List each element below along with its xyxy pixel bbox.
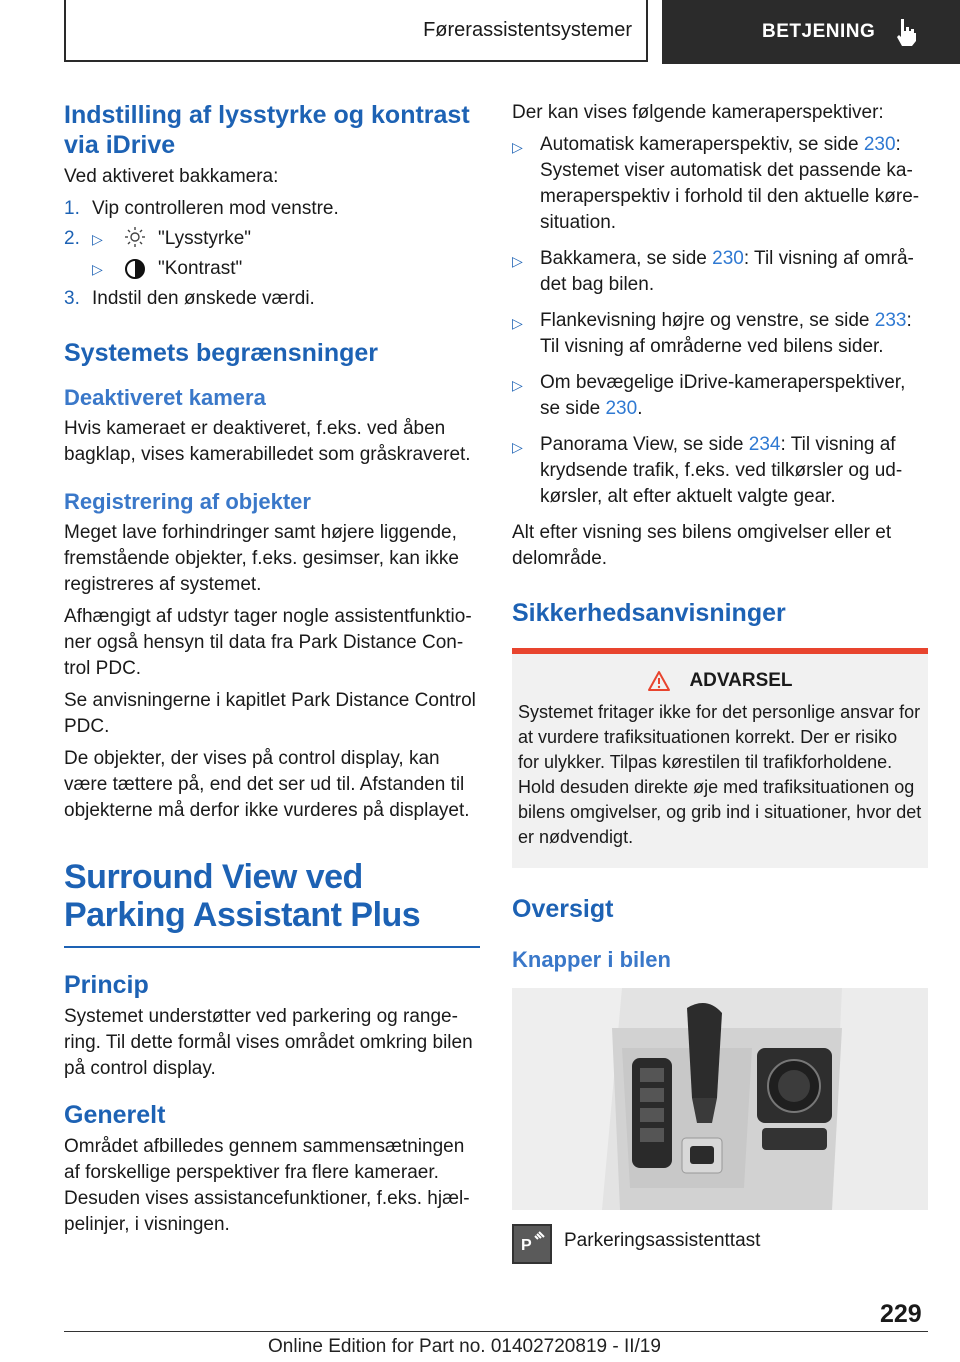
step-2: 2. ▷ "Lysstyrke" xyxy=(64,226,480,252)
after-bullets-text: Alt efter visning ses bilens omgivelser eller et delområde. xyxy=(512,522,892,569)
step-3: 3. Indstil den ønskede værdi. xyxy=(64,288,315,309)
contrast-label: "Kontrast" xyxy=(158,258,243,279)
deactivated-camera-text: Hvis kameraet er deaktiveret, f.eks. ved åben bagklap, vises kamerabilledet som gråskraveret. xyxy=(64,418,471,465)
page-link[interactable]: 230 xyxy=(863,134,896,155)
chapter-title: Surround View ved Parking Assistant Plus xyxy=(64,858,421,934)
triangle-bullet-icon: ▷ xyxy=(512,439,523,455)
footer-rule xyxy=(64,1331,928,1332)
page-link[interactable]: 233 xyxy=(874,310,907,331)
general-title: Generelt xyxy=(64,1101,166,1129)
perspectives-intro: Der kan vises følgende kameraperspektiver: xyxy=(512,102,884,123)
list-item: ▷ Om bevægelige iDrive-kameraperspektiver, se side 230. xyxy=(512,370,928,422)
general-text: Området afbilledes gennem sammensætningen af forskellige perspektiver fra flere kameraer. Desuden vises assistancefunktioner, f.eks. hjælpelinjer, i visningen. xyxy=(64,1136,470,1235)
list-item: ▷ Panorama View, se side 234: Til visning af krydsende trafik, f.eks. ved tilkørsler og udkørsler, alt efter aktuelt valgte gear. xyxy=(512,432,928,510)
list-item: ▷ Flankevisning højre og venstre, se side 233: Til visning af områderne ved bilens sider. xyxy=(512,308,928,360)
triangle-bullet-icon: ▷ xyxy=(92,231,103,247)
center-console-illustration xyxy=(512,988,928,1210)
list-item: ▷ Bakkamera, se side 230: Til visning af området bag bilen. xyxy=(512,246,928,298)
page-link[interactable]: 230 xyxy=(712,248,744,269)
principle-title: Princip xyxy=(64,971,149,999)
buttons-in-car-title: Knapper i bilen xyxy=(512,947,671,972)
limits-title: Systemets begrænsninger xyxy=(64,339,378,367)
chapter-rule xyxy=(64,946,480,948)
hand-pointer-icon xyxy=(893,17,919,47)
contrast-icon xyxy=(124,258,146,280)
svg-text:P: P xyxy=(521,1237,532,1254)
footer-edition: Online Edition for Part no. 01402720819 - II/19 xyxy=(268,1336,661,1357)
step-1: 1. Vip controlleren mod venstre. xyxy=(64,198,339,219)
object-detection-text-4: De objekter, der vises på control display, kan være tættere på, end det ser ud til. Afstanden til objekterne må derfor ikke vurderes på displayet. xyxy=(64,748,470,821)
header-chapter-title: BETJENING xyxy=(762,21,876,42)
step-2-contrast xyxy=(92,256,480,282)
principle-text: Systemet understøtter ved parkering og rangering. Til dette formål vises området omkring bilen på control display. xyxy=(64,1006,473,1079)
object-detection-text-2: Afhængigt af udstyr tager nogle assistentfunktioner også hensyn til data fra Park Distance Control PDC. xyxy=(64,606,472,679)
brightness-label: "Lysstyrke" xyxy=(158,228,252,249)
warning-heading xyxy=(518,670,922,692)
running-header-chapter xyxy=(662,0,960,64)
left-column xyxy=(64,100,480,1244)
page-number: 229 xyxy=(880,1300,922,1328)
object-detection-text-3: Se anvisningerne i kapitlet Park Distance Control PDC. xyxy=(64,690,476,737)
warning-text: Systemet fritager ikke for det personlige ansvar for at vurdere trafiksituationen korrekt. Der er risiko for ulykker. Tilpas kørestilen til trafikforholdene. Hold desuden direkte øje med trafiksituationen og bilens omgivelser, og grib ind i situationer, hvor det er nødvendigt. xyxy=(518,702,922,847)
warning-box xyxy=(512,648,928,868)
warning-label: ADVARSEL xyxy=(689,670,793,691)
object-detection-title: Registrering af objekter xyxy=(64,489,311,514)
triangle-bullet-icon: ▷ xyxy=(512,315,523,331)
safety-title: Sikkerhedsanvisninger xyxy=(512,599,786,627)
brightness-icon xyxy=(124,226,146,248)
triangle-bullet-icon: ▷ xyxy=(512,139,523,155)
deactivated-camera-title: Deaktiveret kamera xyxy=(64,385,266,410)
object-detection-text-1: Meget lave forhindringer samt højere liggende, fremstående objekter, f.eks. gesimser, kan ikke registreres af systemet. xyxy=(64,522,459,595)
center-console-photo xyxy=(512,988,928,1210)
right-column xyxy=(512,100,928,1264)
triangle-bullet-icon: ▷ xyxy=(512,377,523,393)
legend-item xyxy=(512,1224,928,1264)
intro-text: Ved aktiveret bakkamera: xyxy=(64,166,279,187)
legend-label: Parkeringsassistenttast xyxy=(564,1230,761,1251)
overview-title: Oversigt xyxy=(512,895,614,923)
triangle-bullet-icon: ▷ xyxy=(512,253,523,269)
page-link[interactable]: 230 xyxy=(605,398,638,419)
brightness-contrast-title: Indstilling af lysstyrke og kontrast via iDrive xyxy=(64,101,470,159)
header-section-title: Førerassistentsystemer xyxy=(423,18,632,41)
list-item: ▷ Automatisk kameraperspektiv, se side 230: Systemet viser automatisk det passende kameraperspektiv i forhold til den aktuelle køresituation. xyxy=(512,132,928,236)
running-header-section xyxy=(64,0,648,62)
page-link[interactable]: 234 xyxy=(748,434,781,455)
warning-triangle-icon xyxy=(647,670,671,692)
triangle-bullet-icon: ▷ xyxy=(92,261,103,277)
parking-assistant-button-icon xyxy=(512,1224,552,1264)
